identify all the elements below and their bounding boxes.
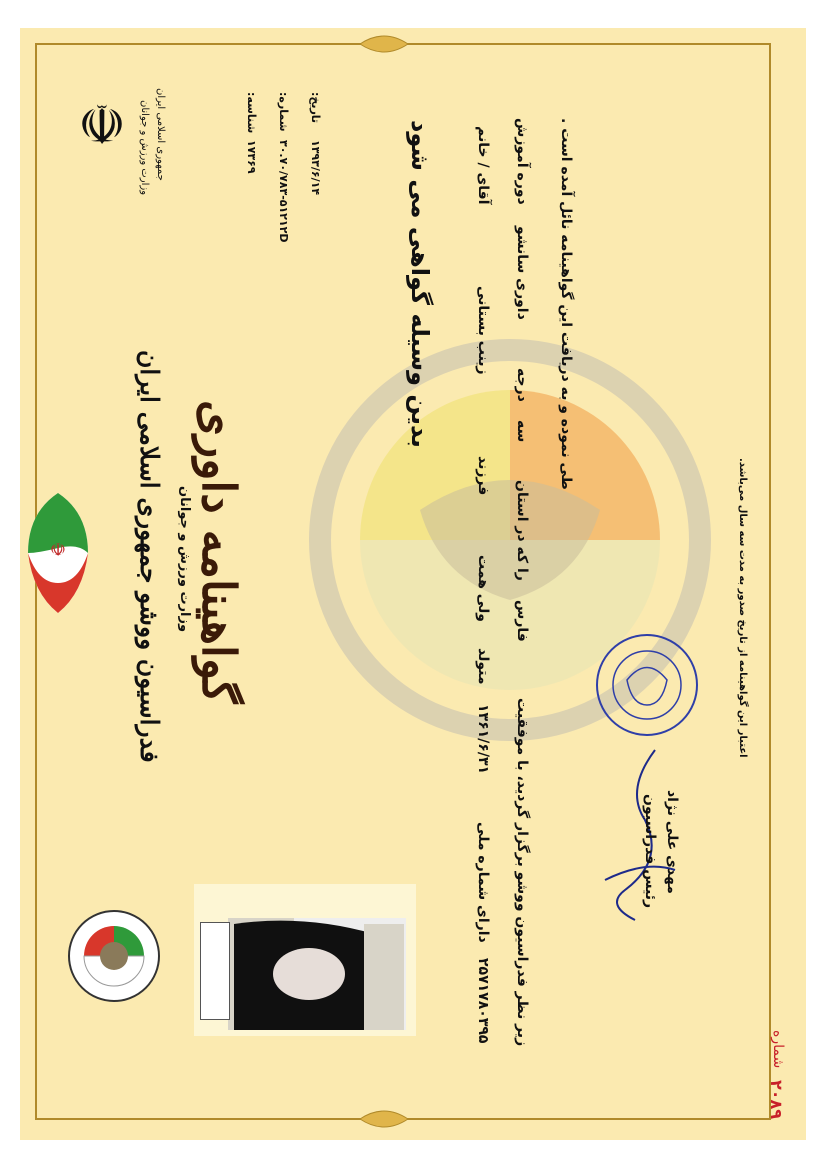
- serial-number: ۲۰۸۹: [767, 1080, 786, 1120]
- grade-label: درجه: [514, 368, 530, 402]
- serial-label: شماره: [770, 1030, 786, 1069]
- national-id: ۲۵۷۱۷۸۰۳۹۵: [475, 958, 491, 1044]
- course-name: داوری سانشو: [514, 226, 530, 320]
- svg-text:☫: ☫: [49, 540, 67, 561]
- svg-text:☫: ☫: [77, 94, 127, 157]
- national-id-label: دارای شماره ملی: [475, 822, 491, 943]
- born-label: متولد: [475, 648, 491, 685]
- header-line-1: جمهوری اسلامی ایران: [155, 88, 166, 181]
- course-label: دوره آموزش: [514, 118, 530, 205]
- province-label: را که در استان: [514, 480, 530, 581]
- validity-note: اعتبار این گواهینامه از تاریخ صدور به مدت سه سال می‌باشد.: [737, 458, 748, 758]
- father-name: ولی همت: [475, 555, 491, 622]
- child-of-label: فرزند: [475, 456, 491, 496]
- holder-name: زینب بستانی: [475, 286, 491, 375]
- number-label: شماره:: [277, 92, 290, 132]
- signer-title: رئیس فدراسیون: [642, 794, 658, 909]
- certificate-title: گواهینامه داوری: [192, 400, 246, 704]
- birth-date: ۱۳۶۱/۶/۳۱: [475, 704, 491, 775]
- federation-title: فدراسیون ووشو جمهوری اسلامی ایران: [135, 350, 164, 763]
- grade-value: سه: [514, 420, 530, 443]
- certify-text: بدین وسیله گواهی می شود: [406, 120, 434, 448]
- supervision-text: زیر نظر فدراسیون ووشو برگزار گردید، با موفقیت: [514, 698, 530, 1047]
- completion-text: طی نموده و به دریافت این گواهینامه نائل آمده است .: [558, 118, 574, 490]
- number-value: ۳۰.‎۷۰/۷۸۳-۵۱۲۱۲D: [277, 140, 290, 243]
- mr-mrs-label: آقای / خانم: [475, 126, 491, 205]
- id-value: ۱۷۳۶۹: [245, 140, 258, 174]
- ministry-name: وزارت ورزش و جوانان: [177, 486, 192, 633]
- date-value: ۱۳۹۳/۶/۱۴: [309, 140, 322, 196]
- header-line-2: وزارت ورزش و جوانان: [139, 100, 150, 196]
- id-label: شناسه:: [245, 92, 258, 134]
- province: فارس: [514, 600, 530, 642]
- date-label: تاریخ:: [309, 92, 322, 124]
- signer-name: مهدی علی نژاد: [664, 790, 680, 894]
